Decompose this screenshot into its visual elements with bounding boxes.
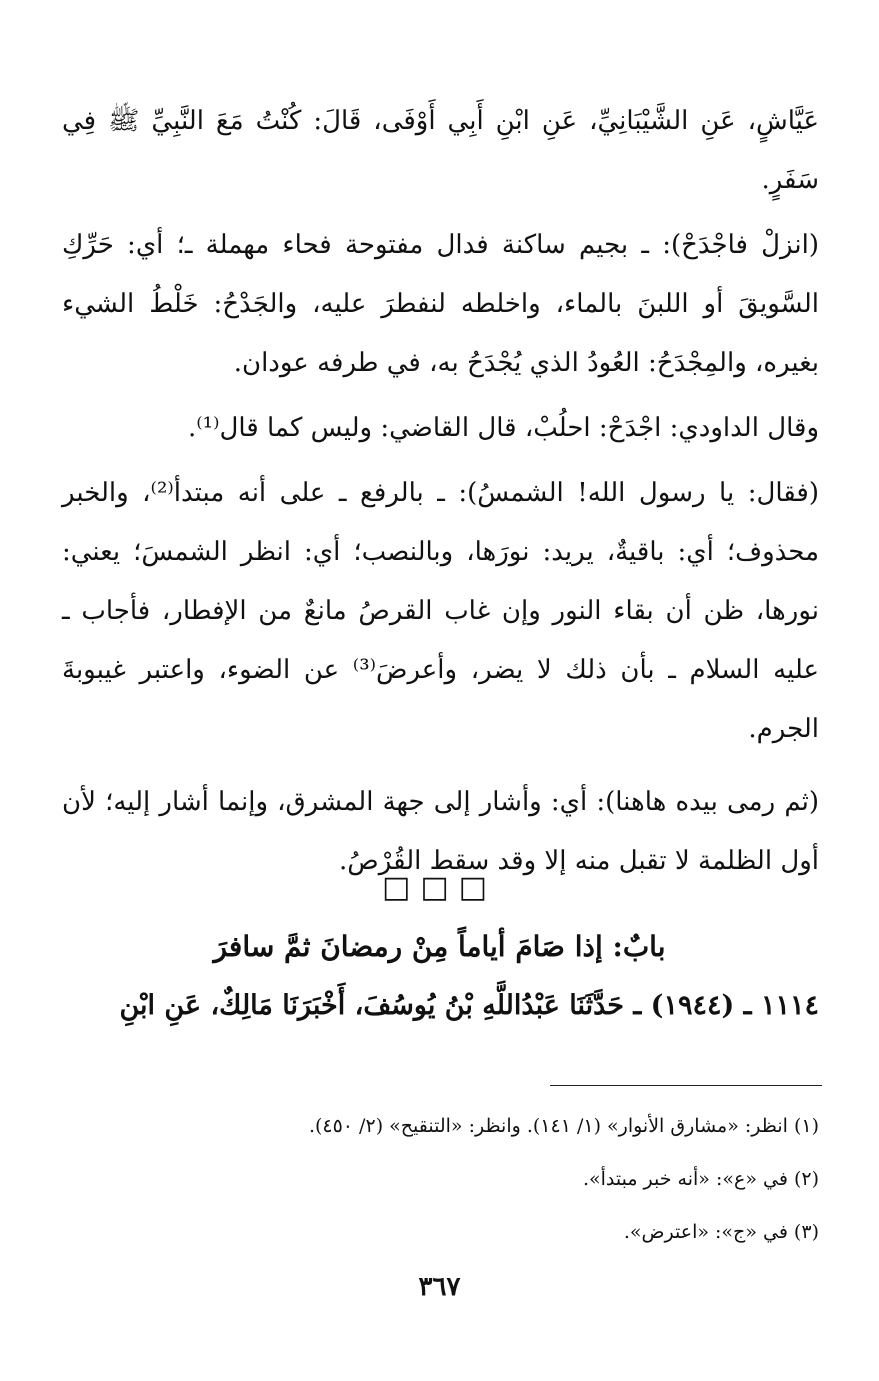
section-separator: □□□ bbox=[381, 870, 498, 905]
paragraph-rama: (ثم رمى بيده هاهنا): أي: وأشار إلى جهة المشرق، وإنما أشار إليه؛ لأن أول الظلمة لا تقبل منه إلا وقد سقط القُرْصُ. bbox=[62, 787, 819, 876]
footnotes bbox=[62, 1100, 819, 1259]
footnote-1: (١) انظر: «مشارق الأنوار» (١/ ١٤١). وانظر: «التنقيح» (٢/ ٤٥٠). bbox=[308, 1115, 819, 1137]
chapter-heading: بابٌ: إذا صَامَ أياماً مِنْ رمضانَ ثمَّ سافرَ bbox=[213, 930, 666, 963]
paragraph-hadith-end: عَيَّاشٍ، عَنِ الشَّيْبَانِيِّ، عَنِ ابْنِ أَبِي أَوْفَى، قَالَ: كُنْتُ مَعَ النَّبِيِّ ﷺ فِي سَفَرٍ. bbox=[62, 106, 819, 195]
footnote-divider bbox=[550, 1085, 822, 1086]
paragraph-shams: (فقال: يا رسول الله! الشمسُ): ـ بالرفع ـ على أنه مبتدأ⁽²⁾، والخبر محذوف؛ أي: باقيةٌ، يريد: نورَها، وبالنصب؛ أي: انظر الشمسَ؛ يعني: نورها، ظن أن بقاء النور وإن غاب القرصُ مانعٌ من الإفطار، فأجاب ـ عليه السلام ـ بأن ذلك لا يضر، وأعرضَ⁽³⁾ عن الضوء، واعتبر غيبوبةَ الجرم. bbox=[62, 478, 819, 744]
footnote-2: (٢) في «ع»: «أنه خبر مبتدأ». bbox=[582, 1168, 819, 1190]
main-text bbox=[62, 92, 819, 891]
paragraph-ijdah: (انزلْ فاجْدَحْ): ـ بجيم ساكنة فدال مفتوحة فحاء مهملة ـ؛ أي: حَرِّكِ السَّويقَ أو اللبنَ بالماء، واخلطه لنفطرَ عليه، والجَدْحُ: خَلْطُ الشيء بغيره، والمِجْدَحُ: العُودُ الذي يُجْدَحُ به، في طرفه عودان. bbox=[62, 230, 819, 378]
page-number: ٣٦٧ bbox=[418, 1272, 461, 1302]
hadith-line: ١١١٤ ـ (١٩٤٤) ـ حَدَّثَنَا عَبْدُاللَّهِ بْنُ يُوسُفَ، أَخْبَرَنَا مَالِكٌ، عَنِ ابْنِ bbox=[119, 990, 819, 1021]
footnote-3: (٣) في «ج»: «اعترض». bbox=[623, 1221, 819, 1243]
paragraph-dawudi: وقال الداودي: اجْدَحْ: احلُبْ، قال القاضي: وليس كما قال⁽¹⁾. bbox=[188, 413, 819, 443]
